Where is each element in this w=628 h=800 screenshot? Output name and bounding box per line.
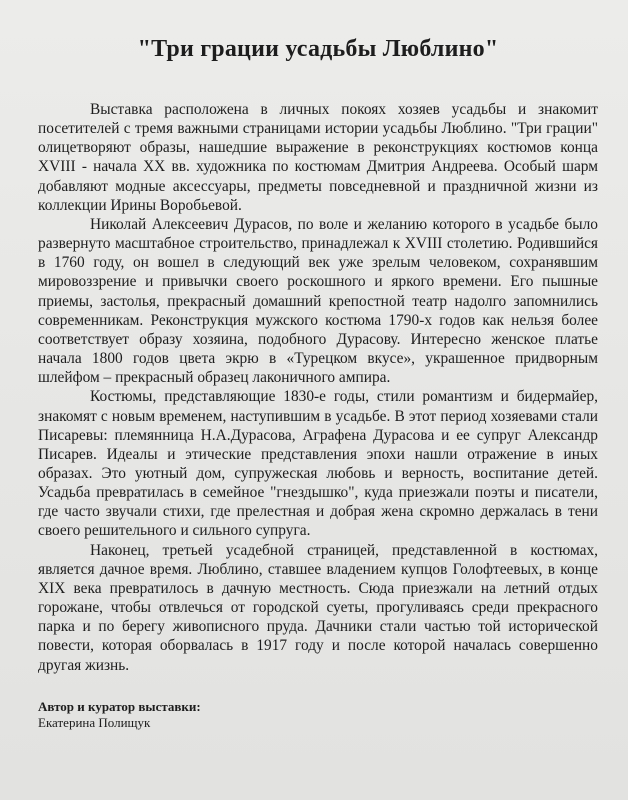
credits-label: Автор и куратор выставки: [38, 698, 201, 714]
credits [38, 699, 598, 731]
paragraph-pisarevs: Костюмы, представляющие 1830-е годы, стили романтизм и бидермайер, знакомят с новым временем, наступившим в усадьбе. В этот период хозяевами стали Писаревы: племянница Н.А.Дурасова, Аграфена Дурасова и ее супруг Александр Писарев. Идеалы и этические представления эпохи нашли отражение в иных образах. Это уютный дом, супружеская любовь и верность, воспитание детей. Усадьба превратилась в семейное "гнездышко", куда приезжали поэты и писатели, где часто звучали стихи, где прелестная и добрая жена скромно держалась в тени своего решительного и сильного супруга. [38, 388, 598, 540]
paragraph-durasov: Николай Алексеевич Дурасов, по воле и желанию которого в усадьбе было развернуто масштабное строительство, принадлежал к XVIII столетию. Родившийся в 1760 году, он вошел в следующий век уже зрелым человеком, сохранявшим мировоззрение и привычки своего роскошного и яркого времени. Его пышные приемы, застолья, прекрасный домашний крепостной театр надолго запомнились современникам. Реконструкция мужского костюма 1790-х годов как нельзя более соответствует образу хозяина, подобного Дурасову. Интересно женское платье начала 1800 годов цвета экрю в «Турецком вкусе», украшенное придворным шлейфом – прекрасный образец лаконичного ампира. [38, 215, 598, 387]
paragraph-dacha: Наконец, третьей усадебной страницей, представленной в костюмах, является дачное время. Люблино, ставшее владением купцов Голофтеевых, в конце XIX века превратилось в дачную местность. Сюда приезжали на летний отдых горожане, чтобы отвлечься от городской суеты, прогуливаясь среди прекрасного парка и по берегу живописного пруда. Дачники стали частью той исторической повести, которая оборвалась в 1917 году и после которой началась совершенно другая жизнь. [38, 541, 598, 674]
placard-body [38, 100, 598, 675]
page-title: "Три грации усадьбы Люблино" [137, 36, 499, 62]
paragraph-intro: Выставка расположена в личных покоях хозяев усадьбы и знакомит посетителей с тремя важными страницами истории усадьбы Люблино. "Три грации" олицетворяют образы, нашедшие выражение в реконструкциях костюмов конца XVIII - начала XX вв. художника по костюмам Дмитрия Андреева. Особый шарм добавляют модные аксессуары, предметы повседневной и праздничной жизни из коллекции Ирины Воробьевой. [38, 101, 598, 214]
curator-name: Екатерина Полищук [38, 714, 151, 730]
